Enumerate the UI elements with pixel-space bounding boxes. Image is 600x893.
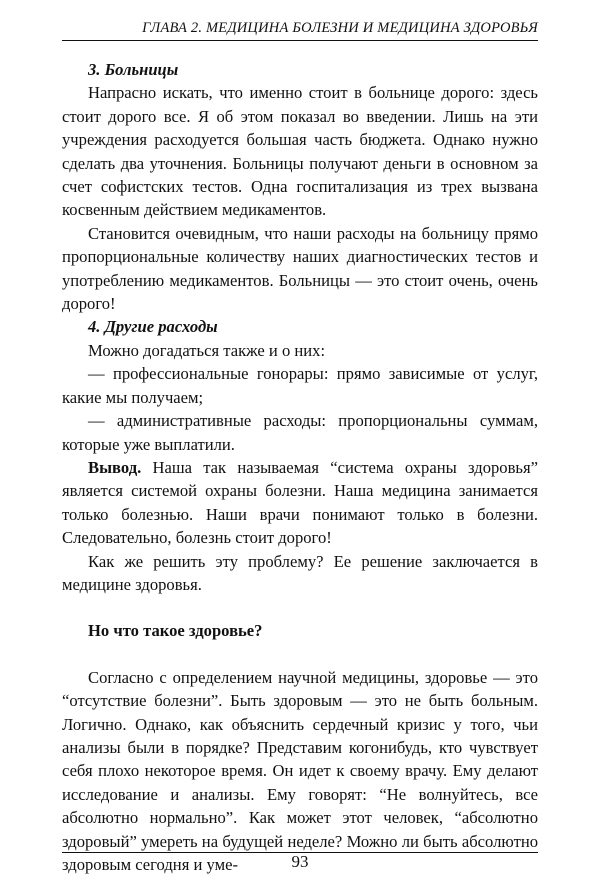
page-body [62,58,538,876]
spacer [62,643,538,666]
paragraph: Согласно с определением научной медицины, здоровье — это “отсутствие болезни”. Быть здоровым — это не быть больным. Логично. Однако, как объяснить сердечный кризис у того, чьи анализы были в порядке? Представим когонибудь, кто чувствует себя плохо некоторое время. Он идет к своему врачу. Ему делают исследование и анализы. Ему говорят: “Не волнуйтесь, все абсолютно нормально”. Как может этот человек, “абсолютно здоровый” умереть на будущей неделе? Можно ли быть абсолютно здоровым сегодня и уме- [62,667,538,874]
spacer [62,596,538,619]
conclusion-label: Вывод. [88,457,142,477]
list-item: — профессиональные гонорары: прямо зависимые от услуг, какие мы получаем; [62,364,538,407]
conclusion-text: Наша так называемая “система охраны здоровья” является системой охраны болезни. Наша медицина занимается только болезнью. Наши врачи понимают только в болезни. Следовательно, болезнь стоит дорого! [62,457,538,548]
section-heading-other-expenses: 4. Другие расходы [88,317,218,337]
page-number: 93 [291,852,309,871]
paragraph: Как же решить эту проблему? Ее решение заключается в медицине здоровья. [62,551,538,594]
list-item: — административные расходы: пропорциональны суммам, которые уже выплатили. [62,411,538,454]
paragraph: Можно догадаться также и о них: [88,340,326,360]
conclusion-paragraph [62,456,538,550]
running-head: ГЛАВА 2. МЕДИЦИНА БОЛЕЗНИ И МЕДИЦИНА ЗДОРОВЬЯ [142,20,538,36]
paragraph: Становится очевидным, что наши расходы на больницу прямо пропорциональные количеству наших диагностических тестов и употреблению медикаментов. Больницы — это стоит очень, очень дорого! [62,223,538,314]
section-heading-health: Но что такое здоровье? [88,621,263,641]
section-heading-hospitals: 3. Больницы [88,60,179,79]
header-rule [62,40,538,41]
paragraph: Напрасно искать, что именно стоит в больнице дорого: здесь стоит дорого все. Я об этом показал во введении. Лишь на эти учреждения расходуется большая часть бюджета. Однако нужно сделать два уточнения. Больницы получают деньги в основном за счет софистских тестов. Одна госпитализация из трех вызвана косвенным действием медикаментов. [62,83,538,220]
